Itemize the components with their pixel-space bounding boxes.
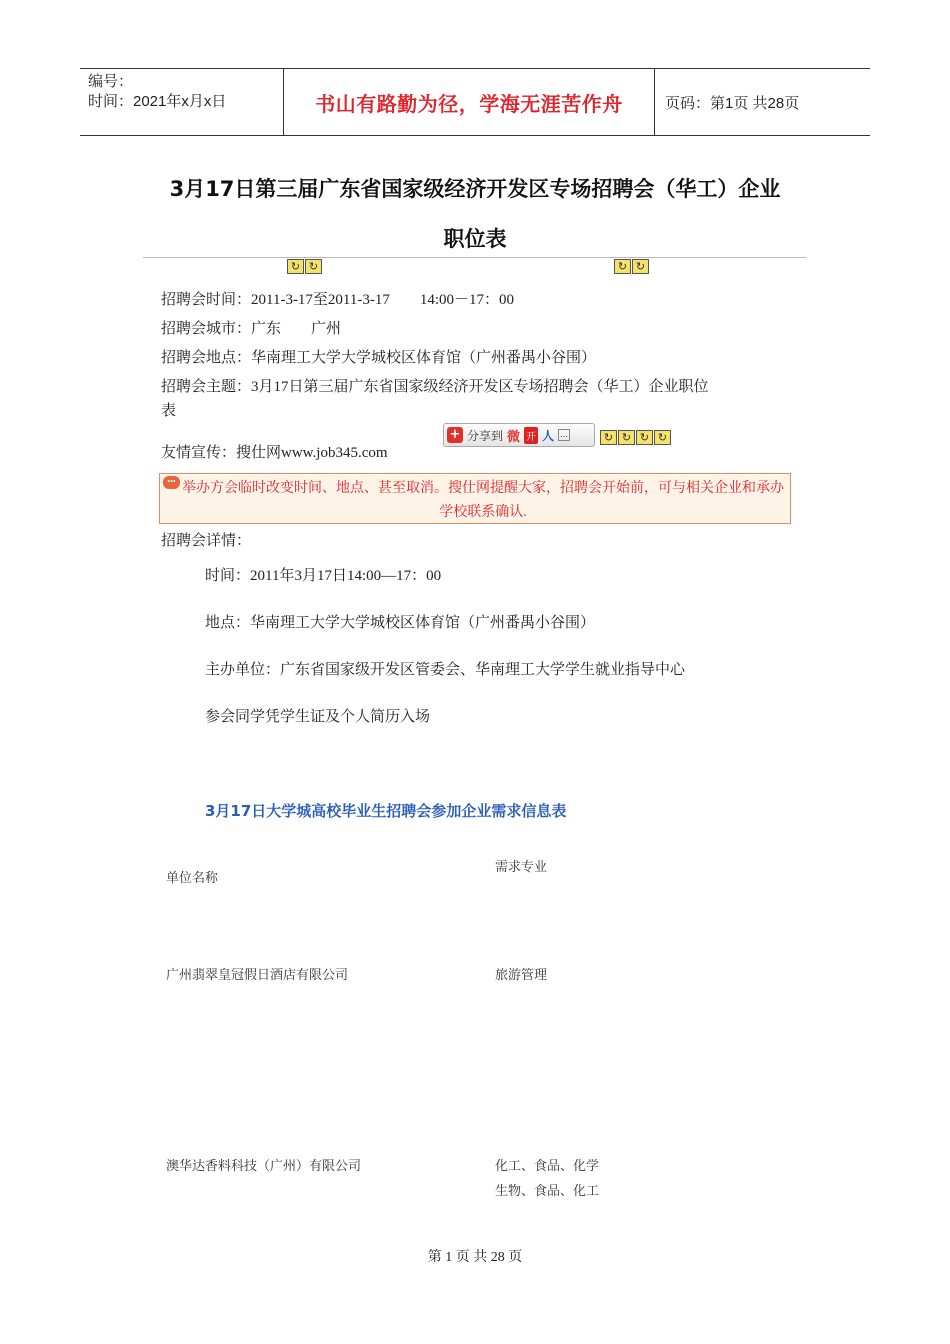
code-label: 编号： (88, 73, 134, 90)
table-row-major: 化工、食品、化学 (495, 1159, 600, 1174)
link-icon[interactable]: ↻ (600, 430, 617, 445)
share-label[interactable]: 分享到 (467, 428, 504, 443)
fair-time: 招聘会时间：2011-3-17至2011-3-17 14:00－17：00 (161, 292, 515, 308)
motto: 书山有路勤为径，学海无涯苦作舟 (283, 69, 655, 135)
icon-group-right (614, 259, 649, 274)
fair-place: 招聘会地点：华南理工大学大学城校区体育馆（广州番禺小谷围） (161, 350, 597, 366)
details-heading: 招聘会详情： (161, 533, 252, 549)
page-footer: 第 1 页 共 28 页 (427, 1250, 523, 1265)
promo-link[interactable]: 友情宣传：搜仕网www.job345.com (161, 445, 388, 461)
table-row-major: 旅游管理 (495, 968, 548, 983)
table-title: 3月17日大学城高校毕业生招聘会参加企业需求信息表 (205, 802, 567, 820)
notice-text: 举办方会临时改变时间、地点、甚至取消。搜仕网提醒大家，招聘会开始前，可与相关企业和承办学校联系确认. (182, 481, 784, 520)
page-label: 页码：第1页 共28页 (665, 94, 800, 112)
more-icon[interactable]: … (560, 430, 569, 439)
link-icon[interactable]: ↻ (636, 430, 653, 445)
renren-icon[interactable]: 人 (542, 428, 555, 443)
detail-organizer: 主办单位：广东省国家级开发区管委会、华南理工大学学生就业指导中心 (205, 662, 686, 678)
link-icon[interactable]: ↻ (618, 430, 635, 445)
column-header-company: 单位名称 (166, 871, 219, 886)
table-row-major: 生物、食品、化工 (495, 1184, 600, 1199)
table-row-company: 广州翡翠皇冠假日酒店有限公司 (166, 968, 349, 983)
time-label: 时间：2021年x月x日 (88, 93, 227, 110)
icon-group-share (600, 430, 671, 445)
column-header-major: 需求专业 (495, 860, 548, 875)
fair-city: 招聘会城市：广东 广州 (161, 321, 342, 337)
weibo-icon[interactable]: 微 (507, 429, 521, 445)
table-row-company: 澳华达香料科技（广州）有限公司 (166, 1159, 362, 1174)
divider (143, 257, 806, 258)
share-toolbar[interactable] (443, 423, 595, 447)
kaixin-icon[interactable]: 开 (524, 427, 538, 444)
link-icon[interactable]: ↻ (632, 259, 649, 274)
detail-time: 时间：2011年3月17日14:00—17：00 (205, 568, 442, 584)
page-title-line-2: 职位表 (443, 227, 507, 251)
icon-group-left (287, 259, 322, 274)
page-header (80, 68, 870, 136)
link-icon[interactable]: ↻ (614, 259, 631, 274)
speech-bubble-icon: ••• (163, 476, 180, 489)
link-icon[interactable]: ↻ (287, 259, 304, 274)
notice-box (159, 473, 791, 524)
detail-entry: 参会同学凭学生证及个人简历入场 (205, 709, 431, 725)
page-title-line-1: 3月17日第三届广东省国家级经济开发区专场招聘会（华工）企业 (169, 177, 781, 201)
plus-icon[interactable]: + (447, 427, 463, 443)
link-icon[interactable]: ↻ (654, 430, 671, 445)
fair-theme-continued: 表 (161, 403, 177, 419)
header-meta (80, 69, 283, 135)
fair-theme: 招聘会主题：3月17日第三届广东省国家级经济开发区专场招聘会（华工）企业职位 (161, 379, 709, 395)
link-icon[interactable]: ↻ (305, 259, 322, 274)
detail-place: 地点：华南理工大学大学城校区体育馆（广州番禺小谷围） (205, 615, 596, 631)
